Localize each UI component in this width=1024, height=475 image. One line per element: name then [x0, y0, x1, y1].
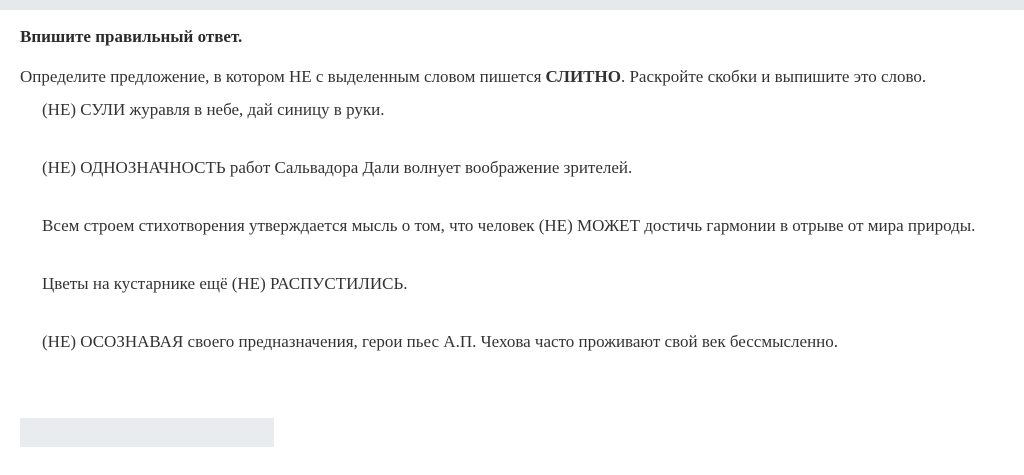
question-text-start: Определите предложение, в котором НЕ с выделенным словом пишется: [20, 67, 542, 86]
sentence-option-3: Всем строем стихотворения утверждается мысль о том, что человек (НЕ) МОЖЕТ достичь гармонии в отрыве от мира природы.: [42, 216, 976, 235]
question-highlight-word: СЛИТНО: [545, 67, 621, 86]
top-divider-bar: [0, 0, 1024, 10]
answer-input[interactable]: [20, 418, 274, 447]
question-text-end: . Раскройте скобки и выпишите это слово.: [620, 67, 927, 86]
sentence-option-5: (НЕ) ОСОЗНАВАЯ своего предназначения, герои пьес А.П. Чехова часто проживают свой век бессмысленно.: [42, 332, 839, 351]
sentence-option-1: (НЕ) СУЛИ журавля в небе, дай синицу в руки.: [42, 100, 385, 119]
sentence-option-2: (НЕ) ОДНОЗНАЧНОСТЬ работ Сальвадора Дали волнует воображение зрителей.: [42, 158, 633, 177]
question-text: [20, 67, 1010, 87]
sentence-option-4: Цветы на кустарнике ещё (НЕ) РАСПУСТИЛИСЬ.: [42, 274, 408, 293]
sentence-options-list: [42, 97, 996, 387]
task-instruction: Впишите правильный ответ.: [20, 27, 243, 46]
